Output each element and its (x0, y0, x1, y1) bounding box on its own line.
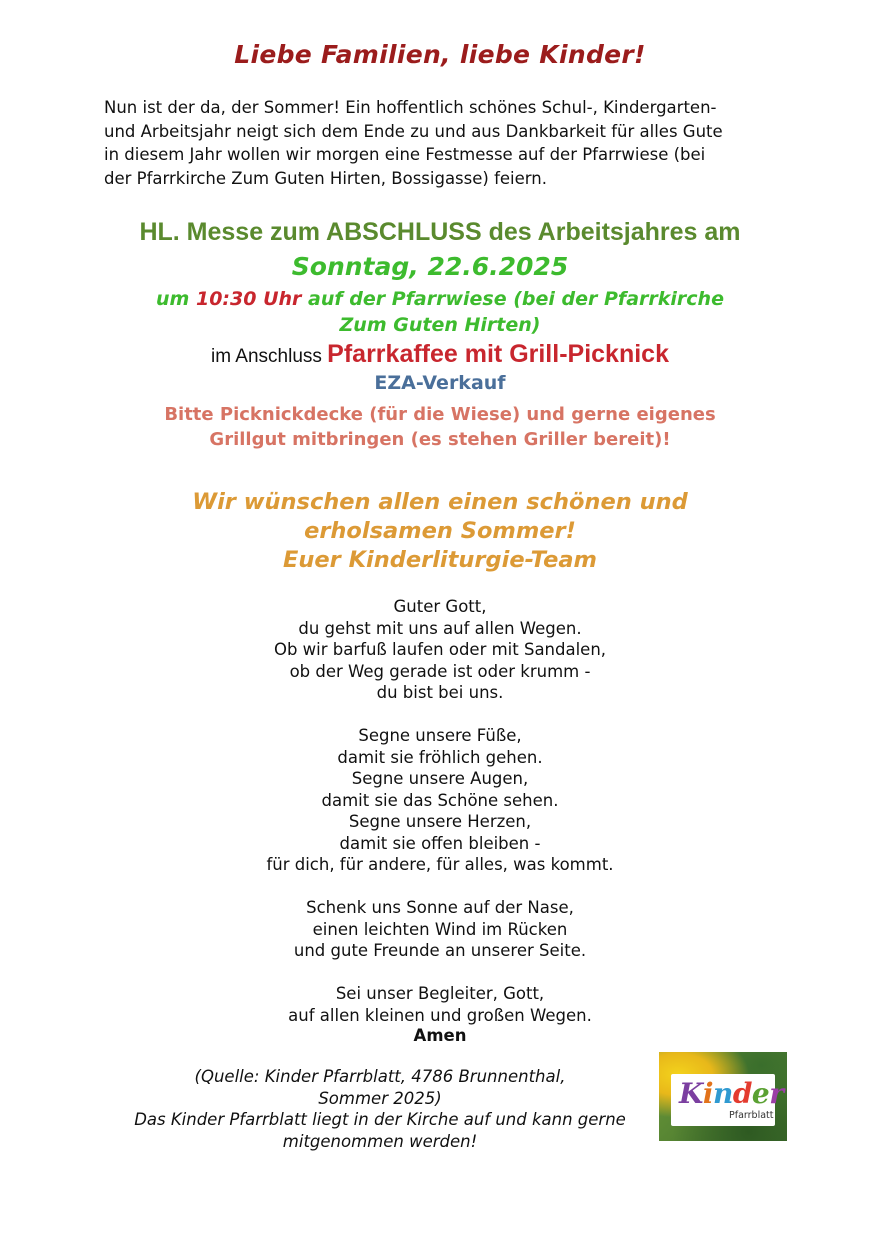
after-prefix: im Anschluss (211, 346, 328, 367)
event-location-line: Zum Guten Hirten) (339, 314, 541, 336)
intro-line: und Arbeitsjahr neigt sich dem Ende zu und aus Dankbarkeit für alles Gute (104, 121, 723, 141)
logo-letter: e (751, 1077, 770, 1110)
summer-wish (0, 488, 880, 575)
prayer-line: auf allen kleinen und großen Wegen. (288, 1005, 592, 1025)
kinder-pfarrblatt-logo (659, 1052, 787, 1141)
prayer-line: für dich, für andere, für alles, was kommt. (266, 855, 614, 874)
prayer (0, 596, 880, 1026)
page-title: Liebe Familien, liebe Kinder! (234, 40, 646, 69)
prayer-line: du gehst mit uns auf allen Wegen. (298, 618, 582, 638)
prayer-line: Guter Gott, (393, 597, 487, 616)
logo-label (671, 1074, 784, 1126)
source-note (100, 1066, 660, 1152)
prayer-line: einen leichten Wind im Rücken (312, 919, 568, 939)
prayer-line: und gute Freunde an unserer Seite. (293, 941, 587, 960)
source-line: Das Kinder Pfarrblatt liegt in der Kirche auf und kann gerne (134, 1110, 626, 1129)
time-suffix: auf der Pfarrwiese (bei der Pfarrkirche (301, 288, 724, 310)
time-prefix: um (156, 288, 196, 310)
prayer-stanza (0, 725, 880, 876)
prayer-line: Segne unsere Füße, (358, 726, 522, 745)
prayer-line: ob der Weg gerade ist oder krumm - (289, 661, 591, 681)
event-time-location (0, 286, 880, 338)
event-time: 10:30 Uhr (195, 288, 302, 310)
prayer-stanza (0, 983, 880, 1026)
notice-line: Bitte Picknickdecke (für die Wiese) und gerne eigenes (164, 404, 716, 425)
prayer-stanza (0, 897, 880, 962)
source-line: (Quelle: Kinder Pfarrblatt, 4786 Brunnenthal, (194, 1067, 566, 1086)
prayer-amen: Amen (413, 1026, 467, 1045)
eza-sale: EZA-Verkauf (374, 372, 506, 394)
wish-signature: Euer Kinderliturgie-Team (283, 547, 597, 573)
wish-line: erholsamen Sommer! (304, 518, 576, 544)
prayer-line: Ob wir barfuß laufen oder mit Sandalen, (273, 640, 607, 659)
after-event (0, 340, 880, 369)
intro-line: Nun ist der da, der Sommer! Ein hoffentlich schönes Schul-, Kindergarten- (104, 98, 717, 117)
wish-line: Wir wünschen allen einen schönen und (192, 489, 688, 515)
intro-line: in diesem Jahr wollen wir morgen eine Festmesse auf der Pfarrwiese (bei (104, 145, 706, 164)
source-line: mitgenommen werden! (282, 1131, 478, 1151)
logo-letter: d (732, 1077, 752, 1110)
prayer-line: Schenk uns Sonne auf der Nase, (306, 898, 574, 917)
intro-line: der Pfarrkirche Zum Guten Hirten, Bossigasse) feiern. (104, 168, 547, 188)
prayer-line: damit sie fröhlich gehen. (337, 747, 543, 767)
picnic-notice (0, 402, 880, 452)
prayer-line: damit sie offen bleiben - (339, 833, 541, 853)
prayer-line: Sei unser Begleiter, Gott, (335, 984, 545, 1003)
prayer-stanza (0, 596, 880, 704)
logo-letter: i (702, 1077, 713, 1110)
event-heading: HL. Messe zum ABSCHLUSS des Arbeitsjahres am (139, 218, 741, 246)
notice-line: Grillgut mitbringen (es stehen Griller bereit)! (209, 429, 671, 450)
prayer-line: Segne unsere Augen, (351, 769, 529, 788)
prayer-line: damit sie das Schöne sehen. (321, 790, 559, 810)
logo-subtitle: Pfarrblatt (729, 1110, 774, 1121)
logo-letter: r (769, 1077, 784, 1110)
prayer-line: du bist bei uns. (376, 683, 504, 702)
logo-word (679, 1079, 784, 1109)
logo-letter: n (712, 1077, 733, 1110)
intro-paragraph (104, 96, 804, 190)
prayer-line: Segne unsere Herzen, (348, 812, 532, 831)
after-highlight: Pfarrkaffee mit Grill-Picknick (327, 340, 669, 368)
logo-letter: K (679, 1077, 703, 1110)
event-date: Sonntag, 22.6.2025 (291, 252, 569, 281)
source-line: Sommer 2025) (318, 1088, 442, 1108)
